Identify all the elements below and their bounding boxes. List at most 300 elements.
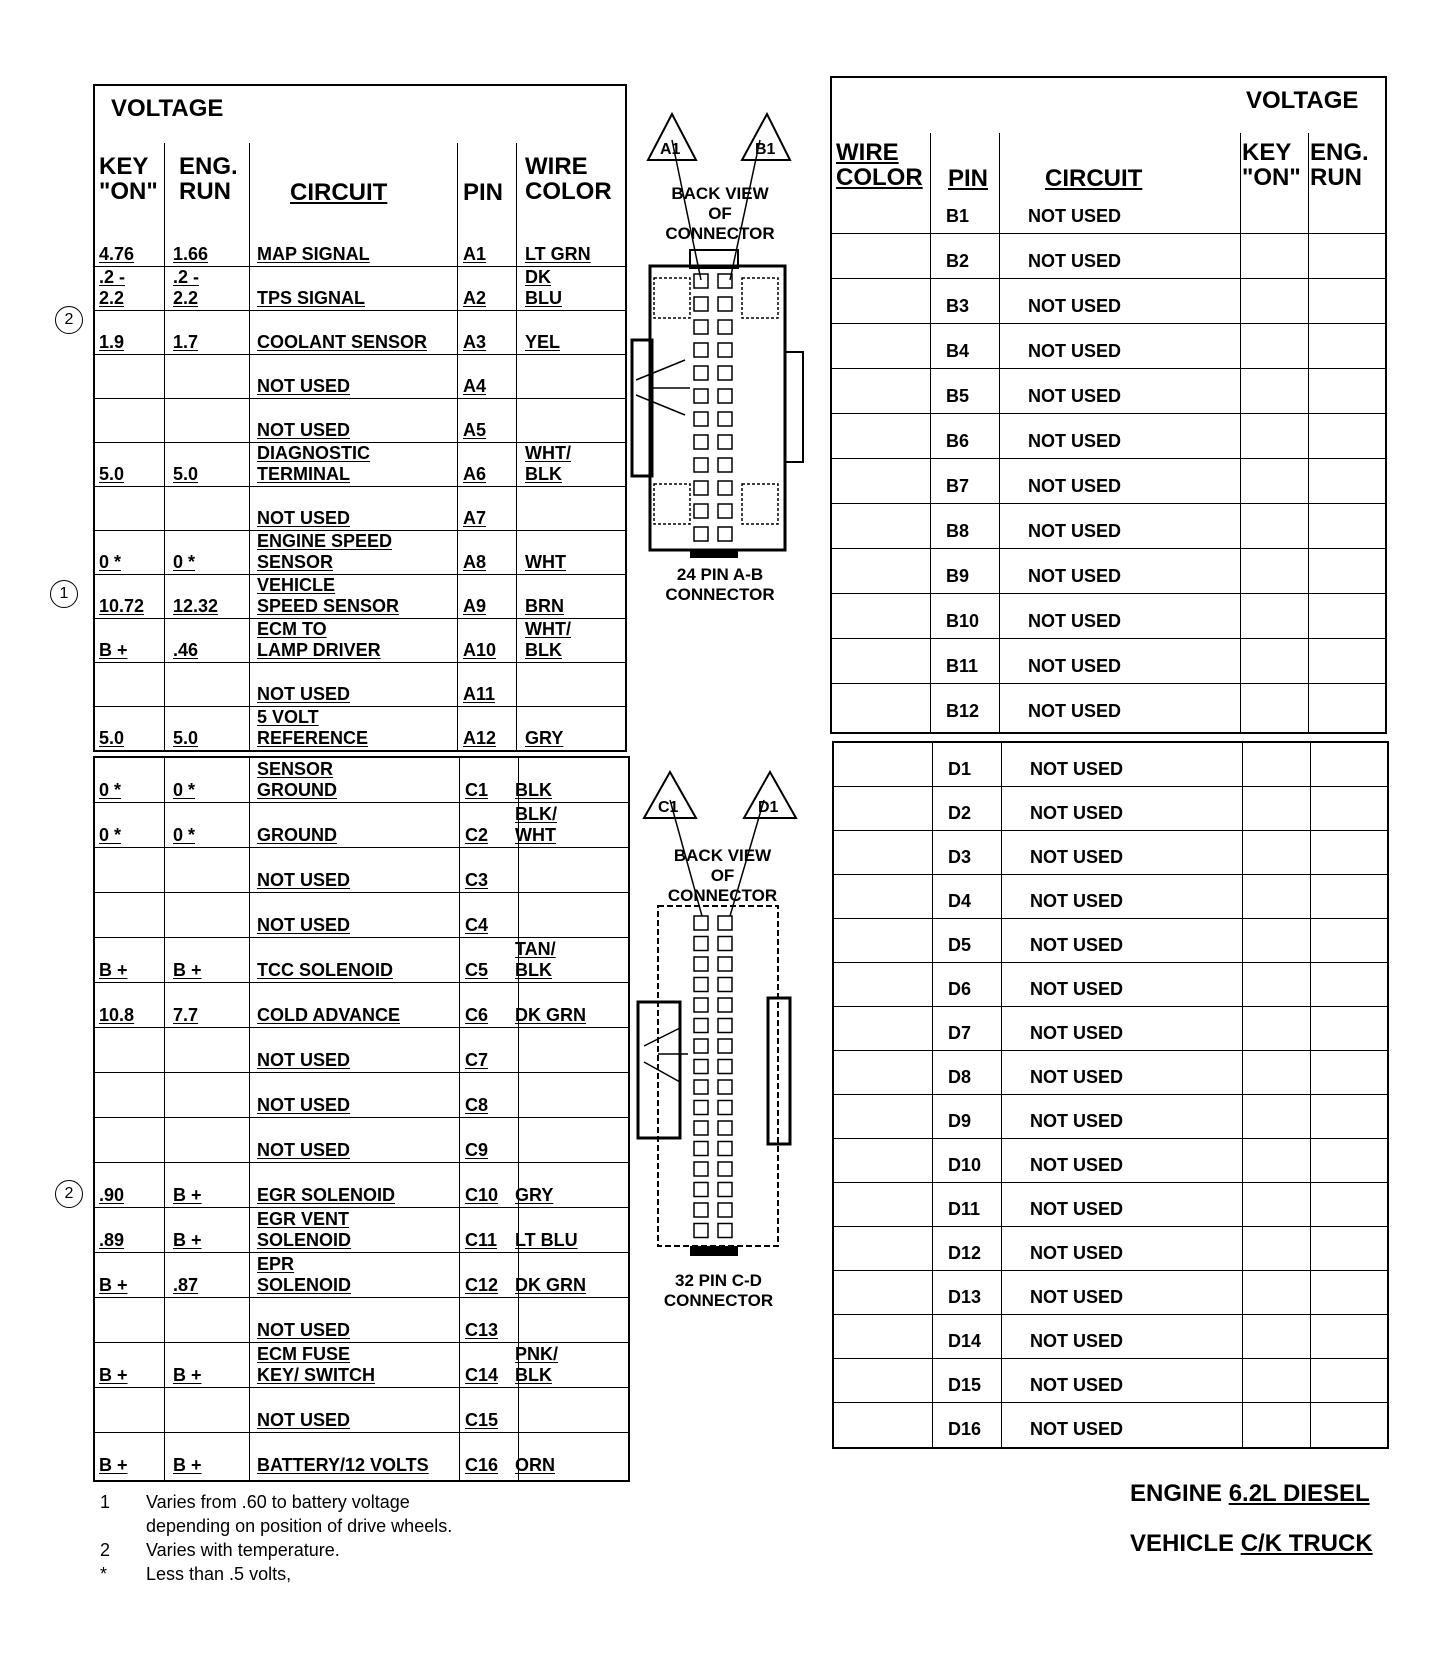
cell-wire: WHT/ BLK [525, 443, 571, 484]
back-view-label: BACK VIEW OF CONNECTOR [665, 184, 775, 243]
col-divider [930, 133, 931, 732]
cell-circuit: NOT USED [1030, 1331, 1124, 1351]
connector-pin [694, 1162, 708, 1176]
connector-pin [694, 274, 708, 288]
col-divider [459, 758, 460, 1480]
table-row [95, 848, 628, 893]
table-row [834, 743, 1387, 787]
cell-eng-run: B + [173, 1230, 202, 1250]
cell-pin: B7 [946, 476, 970, 496]
col-divider [1310, 743, 1311, 1447]
table-row [95, 707, 625, 750]
cell-pin: C1 [465, 780, 489, 800]
table-row [95, 267, 625, 311]
connector-pin [718, 297, 732, 311]
connector-pin [718, 481, 732, 495]
footnote-mark: 1 [100, 1492, 111, 1512]
pin-header: PIN [463, 179, 504, 206]
cell-wire: TAN/ BLK [515, 939, 556, 980]
cell-wire: DK GRN [515, 1275, 586, 1295]
table-row [95, 531, 625, 575]
table-a [93, 84, 627, 752]
col-divider [457, 143, 458, 750]
cell-wire: DK BLU [525, 267, 562, 308]
table-row [95, 1433, 628, 1477]
cell-circuit: 5 VOLT REFERENCE [257, 707, 369, 748]
cell-pin: C12 [465, 1275, 499, 1295]
cell-circuit: NOT USED [1030, 1155, 1124, 1175]
table-row [832, 504, 1385, 549]
footnote-mark: * [100, 1564, 108, 1584]
cell-wire: PNK/ BLK [515, 1344, 559, 1385]
cell-wire: GRY [525, 728, 564, 748]
cell-pin: D1 [948, 759, 972, 779]
cell-circuit: VEHICLE SPEED SENSOR [257, 575, 400, 616]
connector-pin [694, 1039, 708, 1053]
cell-pin: A1 [463, 244, 487, 264]
connector-pin [694, 1060, 708, 1074]
table-row [834, 787, 1387, 831]
cell-pin: B4 [946, 341, 970, 361]
connector-pin [718, 957, 732, 971]
cell-eng-run: 1.66 [173, 244, 209, 264]
cell-pin: A12 [463, 728, 497, 748]
footnote-text: Varies from .60 to battery voltage [146, 1492, 410, 1512]
connector-pin [718, 1183, 732, 1197]
connector-pin [694, 1019, 708, 1033]
cell-pin: B9 [946, 566, 970, 586]
cell-wire: BRN [525, 596, 564, 616]
cell-circuit: NOT USED [257, 376, 351, 396]
cell-circuit: EPR SOLENOID [257, 1254, 352, 1295]
cell-pin: B5 [946, 386, 970, 406]
table-row [832, 594, 1385, 639]
table-c-body [95, 758, 628, 1480]
connector-pin [694, 1101, 708, 1115]
cell-key-on: 4.76 [99, 244, 135, 264]
cell-pin: C15 [465, 1410, 499, 1430]
cell-pin: B3 [946, 296, 970, 316]
cell-circuit: NOT USED [1028, 206, 1122, 226]
connector-pin [694, 978, 708, 992]
note-marker-2: 2 [55, 1180, 83, 1208]
cell-circuit: COOLANT SENSOR [257, 332, 428, 352]
cell-pin: D7 [948, 1023, 972, 1043]
cell-pin: D4 [948, 891, 972, 911]
connector-pin [718, 998, 732, 1012]
cell-circuit: NOT USED [257, 420, 351, 440]
cell-circuit: NOT USED [1028, 611, 1122, 631]
connector-pin [694, 504, 708, 518]
cell-circuit: NOT USED [1030, 1023, 1124, 1043]
cell-pin: D2 [948, 803, 972, 823]
cell-wire: BLK [515, 780, 552, 800]
circuit-header: CIRCUIT [1045, 165, 1143, 192]
col-divider [1308, 133, 1309, 732]
cell-pin: D6 [948, 979, 972, 999]
voltage-header: VOLTAGE [111, 95, 224, 122]
table-row [95, 1118, 628, 1163]
cell-key-on: B + [99, 960, 128, 980]
footnote-text: Varies with temperature. [146, 1540, 340, 1560]
back-view-label: BACK VIEW OF CONNECTOR [667, 846, 778, 905]
connector-ab-diagram [630, 110, 810, 610]
cell-pin: D9 [948, 1111, 972, 1131]
cell-pin: A9 [463, 596, 487, 616]
col-divider [518, 758, 519, 1480]
cell-circuit: NOT USED [257, 684, 351, 704]
connector-pin [718, 366, 732, 380]
connector-pin [718, 937, 732, 951]
cell-circuit: ENGINE SPEED SENSOR [257, 531, 393, 572]
table-row [95, 355, 625, 399]
cell-key-on: B + [99, 1275, 128, 1295]
connector-pin [694, 343, 708, 357]
table-row [95, 1388, 628, 1433]
connector-pin [694, 1203, 708, 1217]
connector-pin [718, 320, 732, 334]
table-row [834, 919, 1387, 963]
table-row [834, 963, 1387, 1007]
cell-circuit: NOT USED [1030, 1067, 1124, 1087]
cell-circuit: NOT USED [1030, 759, 1124, 779]
cell-circuit: NOT USED [257, 1320, 351, 1340]
col-divider [516, 143, 517, 750]
voltage-header: VOLTAGE [1246, 87, 1359, 114]
connector-pin [718, 1142, 732, 1156]
cell-pin: D15 [948, 1375, 982, 1395]
table-c [93, 756, 630, 1482]
connector-pin [694, 320, 708, 334]
table-row [95, 758, 628, 803]
table-row [95, 1253, 628, 1298]
cell-wire: WHT/ BLK [525, 619, 571, 660]
connector-pin [718, 458, 732, 472]
cell-circuit: NOT USED [257, 915, 351, 935]
cell-eng-run: .87 [173, 1275, 199, 1295]
cell-circuit: BATTERY/12 VOLTS [257, 1455, 429, 1475]
table-d [832, 741, 1389, 1449]
cell-circuit: SENSOR GROUND [257, 759, 337, 800]
table-row [834, 1315, 1387, 1359]
cell-pin: C14 [465, 1365, 499, 1385]
circuit-header: CIRCUIT [290, 179, 388, 206]
cell-circuit: TPS SIGNAL [257, 288, 366, 308]
cell-key-on: 5.0 [99, 464, 125, 484]
cell-key-on: B + [99, 1365, 128, 1385]
wire-color-header: WIRE COLOR [836, 139, 923, 191]
cell-key-on: 10.72 [99, 596, 145, 616]
cell-circuit: NOT USED [1030, 1375, 1124, 1395]
connector-pin [694, 481, 708, 495]
cell-pin: B1 [946, 206, 970, 226]
cell-pin: D11 [948, 1199, 981, 1219]
cell-pin: C13 [465, 1320, 499, 1340]
cell-pin: C11 [465, 1230, 498, 1250]
cell-circuit: COLD ADVANCE [257, 1005, 400, 1025]
cell-circuit: NOT USED [1028, 341, 1122, 361]
cell-circuit: NOT USED [257, 508, 351, 528]
cell-key-on: .89 [99, 1230, 125, 1250]
col-divider [249, 758, 250, 1480]
connector-pin [718, 1162, 732, 1176]
cell-pin: A2 [463, 288, 487, 308]
eng-run-header: ENG. RUN [1310, 139, 1369, 191]
cell-pin: D16 [948, 1419, 982, 1439]
cell-pin: D10 [948, 1155, 982, 1175]
cell-circuit: NOT USED [1028, 431, 1122, 451]
connector-pin [718, 274, 732, 288]
col-divider [249, 143, 250, 750]
table-row [95, 487, 625, 531]
footnote-text: Less than .5 volts, [146, 1564, 292, 1584]
connector-pin [694, 412, 708, 426]
cell-circuit: NOT USED [1030, 979, 1124, 999]
cell-pin: A4 [463, 376, 487, 396]
cell-pin: D3 [948, 847, 972, 867]
cell-key-on: 5.0 [99, 728, 125, 748]
cell-circuit: NOT USED [1028, 701, 1122, 721]
cell-eng-run: B + [173, 1185, 202, 1205]
cell-pin: B10 [946, 611, 980, 631]
cell-circuit: NOT USED [1030, 803, 1124, 823]
footnote-text: depending on position of drive wheels. [146, 1516, 453, 1536]
cell-circuit: NOT USED [1030, 935, 1124, 955]
cell-wire: ORN [515, 1455, 555, 1475]
cell-circuit: NOT USED [1028, 296, 1122, 316]
table-row [834, 831, 1387, 875]
cell-pin: C4 [465, 915, 489, 935]
cell-circuit: NOT USED [257, 1140, 351, 1160]
cell-circuit: TCC SOLENOID [257, 960, 394, 980]
table-row [834, 1271, 1387, 1315]
table-row [834, 875, 1387, 919]
cell-wire: DK GRN [515, 1005, 586, 1025]
cell-eng-run: B + [173, 960, 202, 980]
cell-circuit: ECM FUSE KEY/ SWITCH [257, 1344, 376, 1385]
cell-circuit: NOT USED [1028, 251, 1122, 271]
table-row [95, 311, 625, 355]
connector-pin [718, 1224, 732, 1238]
cell-pin: B11 [946, 656, 979, 676]
cell-eng-run: B + [173, 1455, 202, 1475]
table-row [832, 414, 1385, 459]
cell-pin: C10 [465, 1185, 499, 1205]
table-row [832, 279, 1385, 324]
connector-pin [718, 1019, 732, 1033]
col-divider [1242, 743, 1243, 1447]
connector-pin [718, 916, 732, 930]
cell-pin: B6 [946, 431, 970, 451]
cell-pin: A11 [463, 684, 496, 704]
cell-circuit: NOT USED [1028, 386, 1122, 406]
cell-circuit: NOT USED [1030, 1199, 1124, 1219]
cell-circuit: MAP SIGNAL [257, 244, 370, 264]
cell-circuit: NOT USED [1028, 566, 1122, 586]
cell-circuit: NOT USED [1028, 476, 1122, 496]
cell-eng-run: 0 * [173, 825, 196, 845]
cell-wire: WHT [525, 552, 566, 572]
cell-eng-run: B + [173, 1365, 202, 1385]
connector-pin [718, 1121, 732, 1135]
table-row [834, 1051, 1387, 1095]
table-row [832, 684, 1385, 728]
cell-eng-run: 0 * [173, 552, 196, 572]
cell-eng-run: 1.7 [173, 332, 199, 352]
footnote-mark: 2 [100, 1540, 111, 1560]
connector-pin [694, 297, 708, 311]
connector-pin [694, 458, 708, 472]
connector-pin [718, 435, 732, 449]
key-on-header: KEY "ON" [99, 153, 158, 205]
table-b-body [832, 189, 1385, 732]
cell-eng-run: 5.0 [173, 728, 199, 748]
cell-circuit: NOT USED [257, 870, 351, 890]
cell-eng-run: 12.32 [173, 596, 219, 616]
cell-circuit: ECM TO LAMP DRIVER [257, 619, 381, 660]
connector-pin [718, 978, 732, 992]
connector-pin [694, 998, 708, 1012]
key-on-header: KEY "ON" [1242, 139, 1301, 191]
col-divider [932, 743, 933, 1447]
table-row [95, 1343, 628, 1388]
cell-key-on: 0 * [99, 780, 122, 800]
cell-key-on: B + [99, 1455, 128, 1475]
table-a-body [95, 223, 625, 750]
cell-pin: C5 [465, 960, 489, 980]
table-row [832, 234, 1385, 279]
cell-pin: D5 [948, 935, 972, 955]
cell-pin: C16 [465, 1455, 499, 1475]
connector-pin [718, 389, 732, 403]
cell-circuit: NOT USED [1030, 1287, 1124, 1307]
wire-color-header: WIRE COLOR [525, 153, 612, 205]
cell-circuit: NOT USED [1030, 891, 1124, 911]
cell-pin: A5 [463, 420, 487, 440]
pin-header: PIN [948, 165, 989, 192]
tag-d1: D1 [758, 799, 779, 816]
cell-pin: A6 [463, 464, 487, 484]
vehicle-label: VEHICLE [1130, 1530, 1235, 1557]
cell-pin: A8 [463, 552, 487, 572]
cell-key-on: 1.9 [99, 332, 125, 352]
table-row [95, 619, 625, 663]
connector-pin [718, 527, 732, 541]
cell-pin: C2 [465, 825, 489, 845]
tag-b1: B1 [755, 141, 776, 158]
cell-pin: A3 [463, 332, 487, 352]
cell-circuit: DIAGNOSTIC TERMINAL [257, 443, 371, 484]
cell-eng-run: .2 - 2.2 [173, 267, 200, 308]
engine-line [1130, 1480, 1370, 1508]
cell-eng-run: 0 * [173, 780, 196, 800]
connector-pin [694, 366, 708, 380]
engine-value: 6.2L DIESEL [1228, 1480, 1370, 1507]
col-divider [164, 143, 165, 750]
table-row [834, 1139, 1387, 1183]
table-row [832, 369, 1385, 414]
connector-ab-label: 24 PIN A-B CONNECTOR [665, 565, 775, 604]
cell-circuit: NOT USED [257, 1095, 351, 1115]
table-row [834, 1007, 1387, 1051]
connector-pin [718, 1039, 732, 1053]
table-row [95, 893, 628, 938]
cell-wire: YEL [525, 332, 561, 352]
table-row [834, 1359, 1387, 1403]
cell-circuit: NOT USED [1028, 521, 1122, 541]
table-row [834, 1095, 1387, 1139]
engine-label: ENGINE [1130, 1480, 1223, 1507]
connector-pin [694, 957, 708, 971]
cell-pin: D13 [948, 1287, 982, 1307]
table-row [834, 1227, 1387, 1271]
table-row [95, 983, 628, 1028]
col-divider [164, 758, 165, 1480]
table-row [95, 443, 625, 487]
table-row [95, 1208, 628, 1253]
cell-pin: B12 [946, 701, 980, 721]
connector-pin [718, 504, 732, 518]
connector-pin [694, 937, 708, 951]
connector-pin [718, 1203, 732, 1217]
table-row [834, 1183, 1387, 1227]
table-row [95, 803, 628, 848]
table-b [830, 76, 1387, 734]
col-divider [1001, 743, 1002, 1447]
cell-pin: B8 [946, 521, 970, 541]
cell-wire: LT GRN [525, 244, 591, 264]
cell-circuit: GROUND [257, 825, 337, 845]
connector-pin [694, 1121, 708, 1135]
table-row [95, 663, 625, 707]
connector-pin [694, 1224, 708, 1238]
table-row [832, 189, 1385, 234]
cell-key-on: .90 [99, 1185, 125, 1205]
connector-pin [694, 1142, 708, 1156]
table-row [95, 223, 625, 267]
table-row [95, 1163, 628, 1208]
cell-circuit: NOT USED [1030, 847, 1124, 867]
cell-key-on: B + [99, 640, 128, 660]
table-row [95, 399, 625, 443]
note-marker-2: 2 [55, 306, 83, 334]
cell-pin: D12 [948, 1243, 982, 1263]
cell-pin: C6 [465, 1005, 489, 1025]
connector-pin [718, 1101, 732, 1115]
connector-pin [694, 1080, 708, 1094]
table-row [95, 1298, 628, 1343]
cell-eng-run: 7.7 [173, 1005, 199, 1025]
connector-pin [718, 343, 732, 357]
cell-circuit: NOT USED [1030, 1111, 1124, 1131]
cell-circuit: NOT USED [1030, 1243, 1124, 1263]
cell-pin: D8 [948, 1067, 972, 1087]
cell-pin: C8 [465, 1095, 489, 1115]
note-marker-1: 1 [50, 580, 78, 608]
vehicle-value: C/K TRUCK [1240, 1530, 1373, 1557]
table-row [832, 324, 1385, 369]
cell-pin: A7 [463, 508, 487, 528]
cell-eng-run: 5.0 [173, 464, 199, 484]
cell-wire: GRY [515, 1185, 554, 1205]
tag-a1: A1 [660, 141, 681, 158]
footnotes [100, 1490, 700, 1600]
table-row [832, 459, 1385, 504]
table-row [95, 1073, 628, 1118]
tag-c1: C1 [658, 799, 679, 816]
connector-pin [718, 1060, 732, 1074]
cell-circuit: EGR VENT SOLENOID [257, 1209, 352, 1250]
